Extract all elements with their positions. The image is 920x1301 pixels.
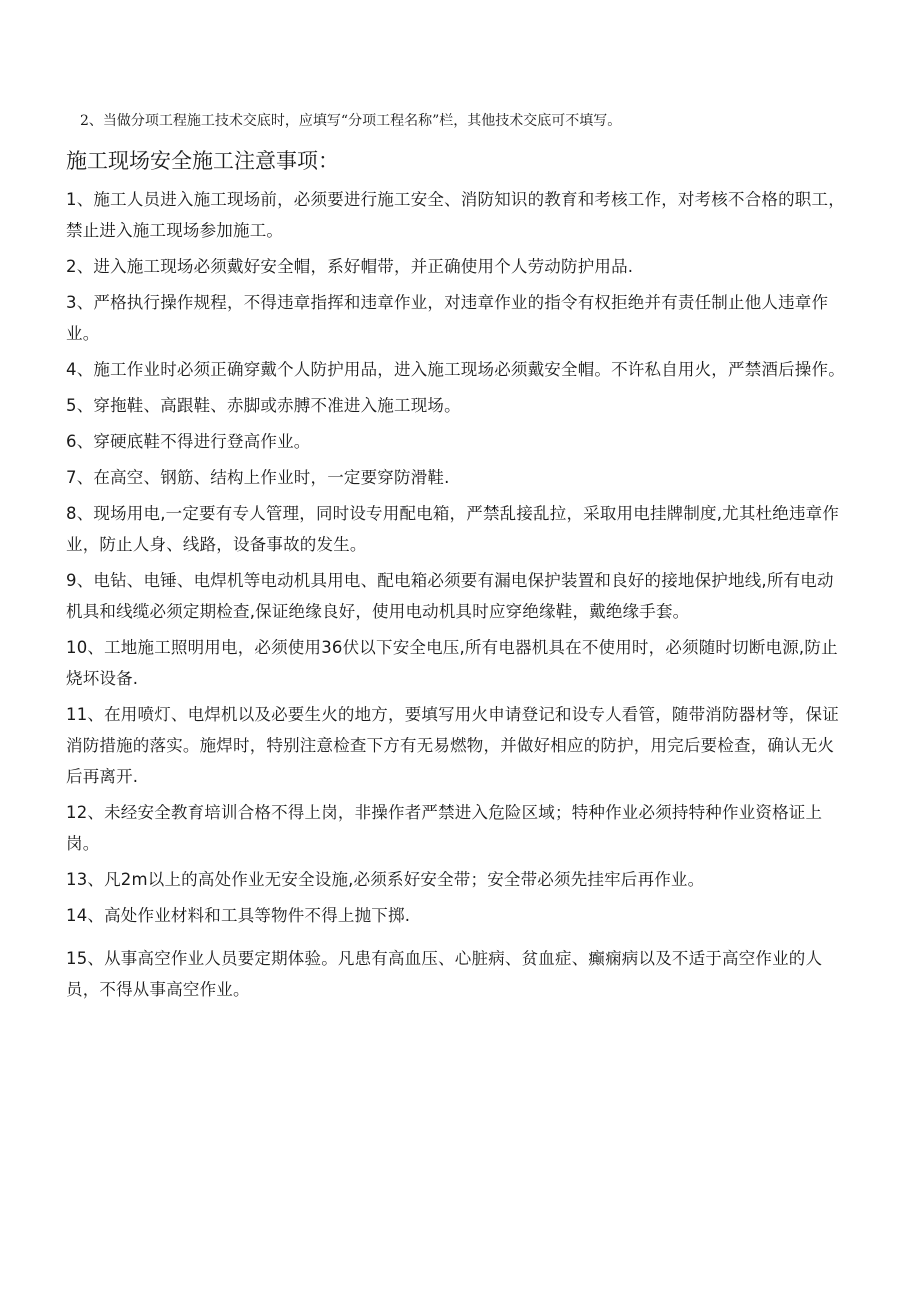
- safety-note-item: 3、严格执行操作规程，不得违章指挥和违章作业，对违章作业的指令有权拒绝并有责任制止他人违章作业。: [66, 293, 829, 343]
- safety-note-item: 6、穿硬底鞋不得进行登高作业。: [66, 432, 311, 451]
- safety-note-item: 5、穿拖鞋、高跟鞋、赤脚或赤膊不准进入施工现场。: [66, 396, 461, 415]
- safety-note-item: 15、从事高空作业人员要定期体验。凡患有高血压、心脏病、贫血症、癫痫病以及不适于高空作业的人员，不得从事高空作业。: [66, 949, 823, 999]
- safety-notes-heading: 施工现场安全施工注意事项：: [66, 149, 339, 173]
- safety-note-item: 1、施工人员进入施工现场前，必须要进行施工安全、消防知识的教育和考核工作，对考核不合格的职工，禁止进入施工现场参加施工。: [66, 190, 845, 240]
- technical-disclosure-note: 2、当做分项工程施工技术交底时，应填写“分项工程名称”栏，其他技术交底可不填写。: [80, 113, 622, 129]
- safety-note-item: 10、工地施工照明用电，必须使用36伏以下安全电压,所有电器机具在不使用时，必须随时切断电源,防止烧坏设备.: [66, 638, 838, 688]
- safety-note-item: 8、现场用电,一定要有专人管理，同时设专用配电箱，严禁乱接乱拉，采取用电挂牌制度,尤其杜绝违章作业，防止人身、线路，设备事故的发生。: [66, 504, 840, 554]
- safety-note-item: 14、高处作业材料和工具等物件不得上抛下掷.: [66, 906, 411, 925]
- safety-note-item: 13、凡2m以上的高处作业无安全设施,必须系好安全带；安全带必须先挂牢后再作业。: [66, 870, 705, 889]
- safety-notes-list: [66, 184, 850, 1010]
- safety-note-item: 2、进入施工现场必须戴好安全帽，系好帽带，并正确使用个人劳动防护用品.: [66, 257, 634, 276]
- safety-note-item: 12、未经安全教育培训合格不得上岗，非操作者严禁进入危险区域；特种作业必须持特种作业资格证上岗。: [66, 803, 823, 853]
- safety-note-item: 9、电钻、电锤、电焊机等电动机具用电、配电箱必须要有漏电保护装置和良好的接地保护地线,所有电动机具和线缆必须定期检查,保证绝缘良好，使用电动机具时应穿绝缘鞋，戴绝缘手套。: [66, 571, 834, 621]
- safety-note-item: 4、施工作业时必须正确穿戴个人防护用品，进入施工现场必须戴安全帽。不许私自用火，严禁酒后操作。: [66, 360, 845, 379]
- safety-note-item: 7、在高空、钢筋、结构上作业时，一定要穿防滑鞋.: [66, 468, 450, 487]
- safety-note-item: 11、在用喷灯、电焊机以及必要生火的地方，要填写用火申请登记和设专人看管，随带消防器材等，保证消防措施的落实。施焊时，特别注意检查下方有无易燃物，并做好相应的防护，用完后要检查，确认无火后再离开.: [66, 705, 839, 786]
